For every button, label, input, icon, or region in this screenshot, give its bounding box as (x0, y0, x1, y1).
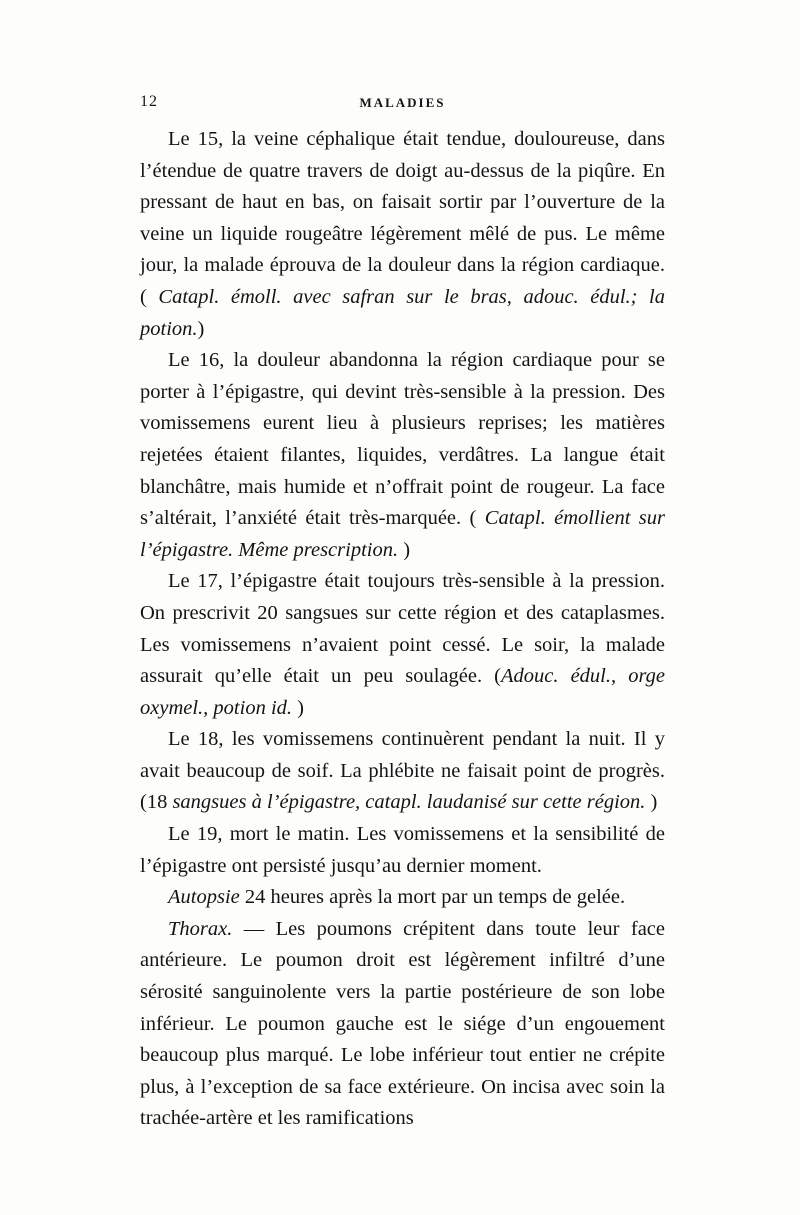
text-run: ) (398, 538, 411, 561)
paragraph-16 (140, 345, 665, 566)
section-italic: Thorax. (168, 917, 233, 940)
text-run: Le 17, l’épigastre était toujours très-sensible à la pression. On prescrivit 20 sangsues sur cette région et des cataplasmes. Les vomissemens n’avaient point cessé. Le soir, la malade assurait qu’elle était un peu soulagée. ( (140, 570, 665, 688)
paragraph-19 (140, 819, 665, 882)
paragraph-autopsie (140, 882, 665, 914)
text-run: Le 15, la veine céphalique était tendue, douloureuse, dans l’étendue de quatre travers de doigt au-dessus de la piqûre. En pressant de haut en bas, on faisait sortir par l’ouverture de la veine un liquide rougeâtre légèrement mêlé de pus. Le même jour, la malade éprouva de la douleur dans la région cardiaque. ( (140, 128, 665, 308)
prescription-italic: Catapl. émollient sur l’épigastre. Même prescription. (140, 507, 665, 561)
running-head: MALADIES (359, 95, 446, 110)
text-run: — Les poumons crépitent dans toute leur face antérieure. Le poumon droit est légèrement infiltré d’une sérosité sanguinolente vers la partie postérieure de son lobe inférieur. Le poumon gauche est le siége d’un engouement beaucoup plus marqué. Le lobe inférieur tout entier ne crépite plus, à l’exception de sa face extérieure. On incisa avec soin la trachée-artère et les ramifications (140, 917, 665, 1130)
paragraph-15 (140, 124, 665, 345)
text-run: Le 16, la douleur abandonna la région cardiaque pour se porter à l’épigastre, qui devint très-sensible à la pression. Des vomissemens eurent lieu à plusieurs reprises; les matières rejetées étaient filantes, liquides, verdâtres. La langue était blanchâtre, mais humide et n’offrait point de rougeur. La face s’altérait, l’anxiété était très-marquée. ( (140, 349, 665, 530)
text-run: ) (292, 696, 304, 719)
text-run: Le 19, mort le matin. Les vomissemens et la sensibilité de l’épigastre ont persisté jusqu’au dernier moment. (140, 823, 665, 877)
prescription-italic: Adouc. édul., orge oxymel., potion id. (140, 665, 666, 719)
paragraph-17 (140, 566, 665, 724)
page-number: 12 (140, 93, 158, 110)
body-text (140, 124, 665, 1135)
text-run: ) (197, 317, 205, 340)
paragraph-thorax (140, 914, 665, 1135)
section-italic: Autopsie (168, 886, 240, 909)
text-run: 24 heures après la mort par un temps de gelée. (239, 886, 626, 909)
paragraph-18 (140, 724, 665, 819)
text-run: ) (645, 791, 658, 814)
prescription-italic: Catapl. émoll. avec safran sur le bras, adouc. édul.; la potion. (140, 285, 665, 340)
prescription-italic: sangsues à l’épigastre, catapl. laudanisé sur cette région. (172, 791, 646, 814)
text-run: Le 18, les vomissemens continuèrent pendant la nuit. Il y avait beaucoup de soif. La phlébite ne faisait point de progrès. (18 (140, 728, 665, 814)
page-header (140, 93, 665, 115)
